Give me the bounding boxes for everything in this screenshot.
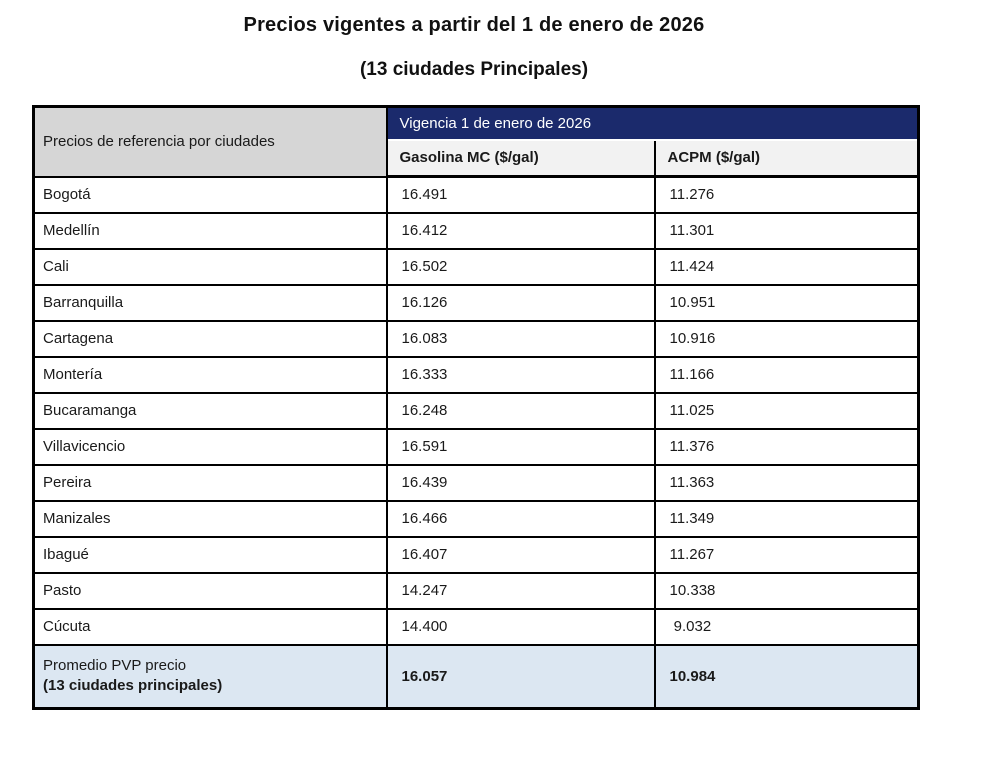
acpm-value-cell: 10.338 bbox=[655, 573, 919, 609]
gasolina-value-cell: 16.491 bbox=[387, 177, 655, 213]
average-row bbox=[34, 645, 919, 709]
table-row bbox=[34, 609, 919, 645]
average-label-cell bbox=[34, 645, 387, 709]
acpm-value-cell: 11.267 bbox=[655, 537, 919, 573]
average-acpm-cell: 10.984 bbox=[655, 645, 919, 709]
gasolina-value-cell: 16.407 bbox=[387, 537, 655, 573]
city-cell: Ibagué bbox=[34, 537, 387, 573]
column-header-acpm: ACPM ($/gal) bbox=[655, 140, 919, 177]
average-gasolina-cell: 16.057 bbox=[387, 645, 655, 709]
header-row-vigencia bbox=[34, 107, 919, 140]
corner-header-cell: Precios de referencia por ciudades bbox=[34, 107, 387, 177]
table-row bbox=[34, 249, 919, 285]
city-cell: Cartagena bbox=[34, 321, 387, 357]
city-cell: Barranquilla bbox=[34, 285, 387, 321]
gasolina-value-cell: 16.439 bbox=[387, 465, 655, 501]
page-title: Precios vigentes a partir del 1 de enero de 2026 bbox=[243, 14, 705, 36]
table-row bbox=[34, 429, 919, 465]
city-cell: Cúcuta bbox=[34, 609, 387, 645]
acpm-value-cell: 11.349 bbox=[655, 501, 919, 537]
city-cell: Pasto bbox=[34, 573, 387, 609]
city-cell: Bucaramanga bbox=[34, 393, 387, 429]
gasolina-value-cell: 16.591 bbox=[387, 429, 655, 465]
table-row bbox=[34, 501, 919, 537]
table-row bbox=[34, 285, 919, 321]
average-label-line2: (13 ciudades principales) bbox=[43, 677, 223, 695]
gasolina-value-cell: 14.400 bbox=[387, 609, 655, 645]
acpm-value-cell: 9.032 bbox=[655, 609, 919, 645]
gasolina-value-cell: 16.412 bbox=[387, 213, 655, 249]
city-cell: Cali bbox=[34, 249, 387, 285]
acpm-value-cell: 11.376 bbox=[655, 429, 919, 465]
acpm-value-cell: 11.166 bbox=[655, 357, 919, 393]
gasolina-value-cell: 16.083 bbox=[387, 321, 655, 357]
gasolina-value-cell: 16.333 bbox=[387, 357, 655, 393]
city-cell: Manizales bbox=[34, 501, 387, 537]
city-cell: Medellín bbox=[34, 213, 387, 249]
gasolina-value-cell: 16.248 bbox=[387, 393, 655, 429]
title-block bbox=[32, 14, 916, 81]
acpm-value-cell: 11.276 bbox=[655, 177, 919, 213]
city-cell: Bogotá bbox=[34, 177, 387, 213]
city-cell: Montería bbox=[34, 357, 387, 393]
table-row bbox=[34, 537, 919, 573]
city-cell: Villavicencio bbox=[34, 429, 387, 465]
table-row bbox=[34, 321, 919, 357]
column-header-gasolina: Gasolina MC ($/gal) bbox=[387, 140, 655, 177]
table-row bbox=[34, 465, 919, 501]
fuel-price-table bbox=[32, 105, 920, 710]
gasolina-value-cell: 16.502 bbox=[387, 249, 655, 285]
acpm-value-cell: 11.363 bbox=[655, 465, 919, 501]
page-subtitle: (13 ciudades Principales) bbox=[359, 59, 589, 80]
table-row bbox=[34, 393, 919, 429]
table-row bbox=[34, 177, 919, 213]
average-label-line1: Promedio PVP precio bbox=[43, 657, 187, 674]
table-row bbox=[34, 573, 919, 609]
vigencia-header-cell: Vigencia 1 de enero de 2026 bbox=[387, 107, 919, 140]
city-cell: Pereira bbox=[34, 465, 387, 501]
table-row bbox=[34, 213, 919, 249]
acpm-value-cell: 11.424 bbox=[655, 249, 919, 285]
acpm-value-cell: 10.916 bbox=[655, 321, 919, 357]
gasolina-value-cell: 16.126 bbox=[387, 285, 655, 321]
acpm-value-cell: 11.301 bbox=[655, 213, 919, 249]
acpm-value-cell: 10.951 bbox=[655, 285, 919, 321]
gasolina-value-cell: 14.247 bbox=[387, 573, 655, 609]
gasolina-value-cell: 16.466 bbox=[387, 501, 655, 537]
acpm-value-cell: 11.025 bbox=[655, 393, 919, 429]
table-row bbox=[34, 357, 919, 393]
